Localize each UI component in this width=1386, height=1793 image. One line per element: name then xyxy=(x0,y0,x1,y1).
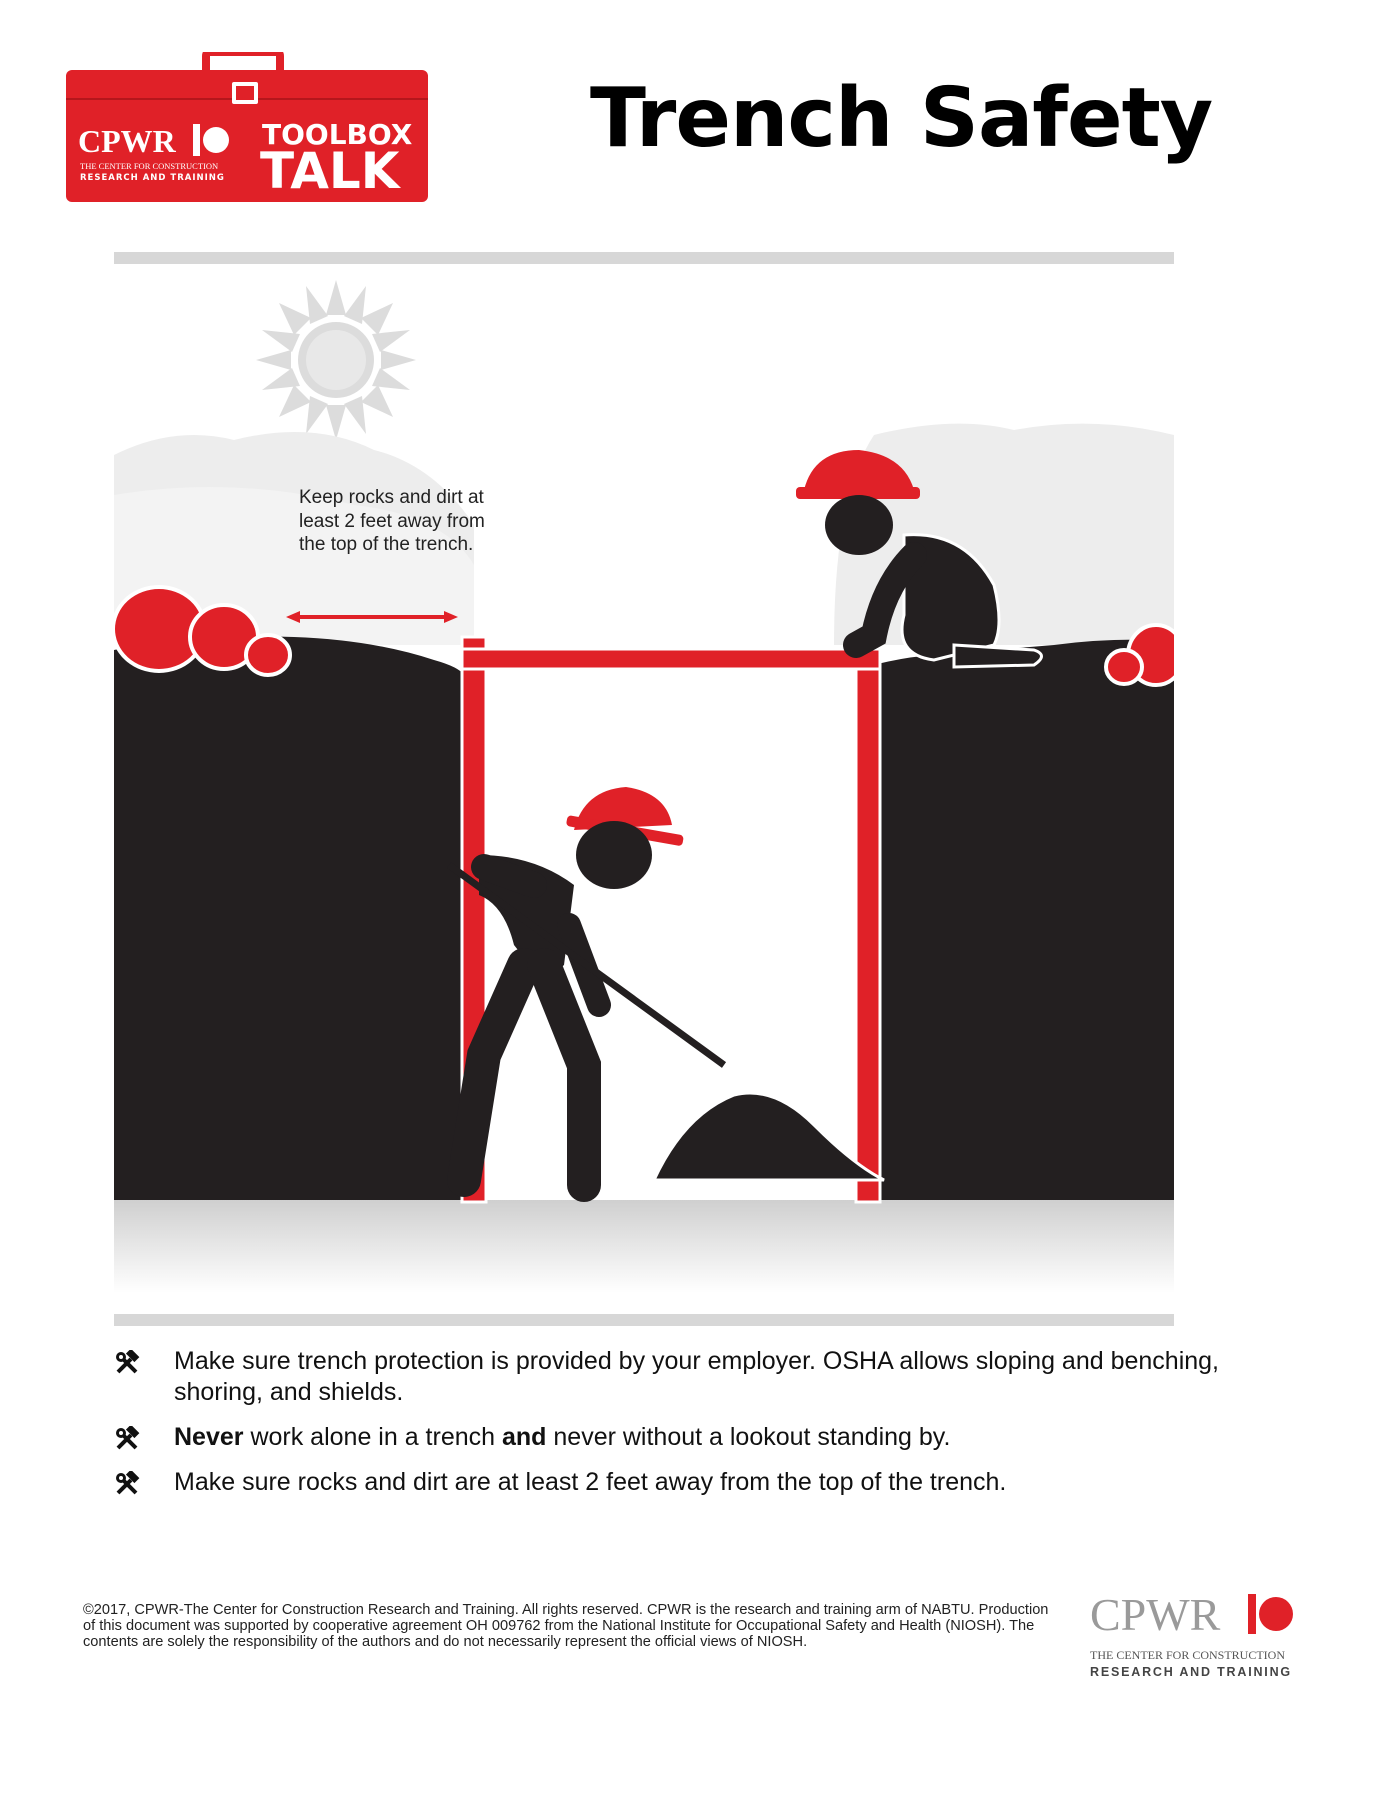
cpwr-toolbox-talk-logo xyxy=(66,52,428,202)
footer-logo-tagline-2: RESEARCH AND TRAINING xyxy=(1090,1665,1292,1679)
tip-text: Make sure rocks and dirt are at least 2 feet away from the top of the trench. xyxy=(174,1468,1007,1496)
top-divider xyxy=(114,252,1174,264)
trench-scene xyxy=(114,265,1174,1293)
tip-text: Make sure trench protection is provided by your employer. OSHA allows sloping and benching, shoring, and shields. xyxy=(174,1347,1220,1406)
bottom-divider xyxy=(114,1314,1174,1326)
cpwr-footer-logo xyxy=(1090,1584,1315,1694)
logo-tagline-1: THE CENTER FOR CONSTRUCTION xyxy=(80,161,219,171)
footer-logo-org: CPWR xyxy=(1090,1589,1221,1640)
safety-tips-list xyxy=(110,1346,1220,1512)
tip-text-part: never without a lookout standing by. xyxy=(546,1423,951,1451)
callout-text: Keep rocks and dirt at least 2 feet away from the top of the trench. xyxy=(299,487,485,555)
hammer-wrench-icon xyxy=(114,1350,140,1376)
tip-bold-never: Never xyxy=(174,1423,244,1451)
tip-item xyxy=(110,1422,1220,1453)
sun-icon xyxy=(256,280,416,440)
tip-item xyxy=(110,1346,1220,1408)
hammer-wrench-icon xyxy=(114,1471,140,1497)
tip-text-part: work alone in a trench xyxy=(243,1423,502,1451)
tip-item xyxy=(110,1467,1220,1498)
digging-worker xyxy=(449,787,884,1185)
hammer-wrench-icon xyxy=(114,1426,140,1452)
toolbox-logo-graphic xyxy=(66,52,428,202)
copyright-notice: ©2017, CPWR-The Center for Construction Research and Training. All rights reserved. CPWR is the research and training arm of NABTU. Production of this document was supported by cooperative agreement OH 009762 from the National Institute for Occupational Safety and Health (NIOSH). The contents are solely the responsibility of the authors and do not necessarily represent the official views of NIOSH. xyxy=(83,1602,1049,1650)
page-title: Trench Safety xyxy=(590,71,1213,166)
trench-illustration xyxy=(114,265,1174,1293)
footer-logo-tagline-1: THE CENTER FOR CONSTRUCTION xyxy=(1090,1648,1286,1662)
logo-tagline-2: RESEARCH AND TRAINING xyxy=(80,173,225,183)
logo-org-text: CPWR xyxy=(78,123,176,159)
tip-bold-and: and xyxy=(501,1423,547,1451)
cpwr-logo-graphic xyxy=(1090,1584,1315,1694)
logo-talk-text: TALK xyxy=(260,142,400,200)
logo-toolbox-text: TOOLBOX xyxy=(262,118,413,151)
